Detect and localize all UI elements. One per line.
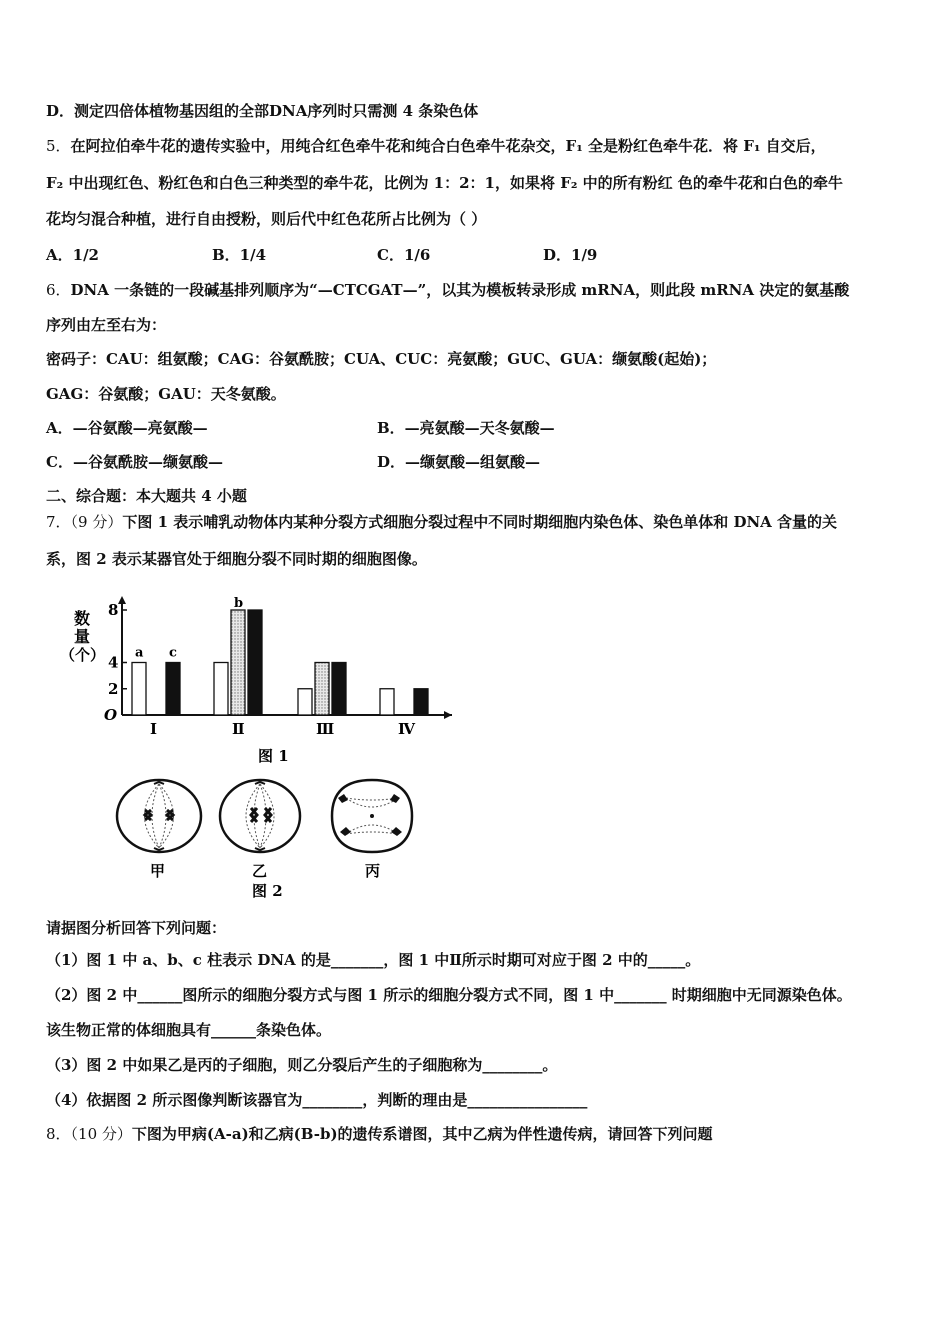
bar-b-3	[315, 663, 329, 716]
y-label-char2: 量	[74, 627, 91, 646]
q6-option-d: D．—缬氨酸—组氨酸—	[377, 453, 541, 471]
y-label-unit: （个）	[60, 646, 106, 664]
y-tick-label-2: 2	[108, 679, 119, 698]
bar-c-2	[248, 610, 262, 715]
category-label-2: Ⅱ	[232, 720, 245, 738]
cell-jia	[117, 780, 201, 852]
q7-sub4: （4）依据图 2 所示图像判断该器官为________，判断的理由是________________	[46, 1091, 588, 1109]
figure2-caption: 图 2	[252, 882, 283, 900]
q7-number: 7．	[46, 513, 71, 531]
bar-label-c: c	[169, 645, 177, 661]
q5-option-b: B．1/4	[212, 246, 267, 264]
cell-yi	[220, 780, 300, 852]
q5-option-c: C．1/6	[377, 246, 431, 264]
bar-label-b: b	[234, 596, 244, 611]
q6-text1: DNA 一条链的一段碱基排列顺序为“—CTCGAT—”，以其为模板转录形成 mRNA，则此段 mRNA 决定的氨基酸	[70, 281, 850, 299]
bar-b-2	[231, 610, 245, 715]
q8-text1: 下图为甲病(A-a)和乙病(B-b)的遗传系谱图，其中乙病为伴性遗传病，请回答下列问题	[131, 1125, 713, 1143]
cell-bing	[332, 780, 412, 852]
category-label-4: Ⅳ	[398, 720, 416, 738]
q7-sub1: （1）图 1 中 a、b、c 柱表示 DNA 的是_______，图 1 中Ⅱ所示时期可对应于图 2 中的_____。	[46, 951, 701, 969]
category-label-1: Ⅰ	[150, 720, 158, 738]
q6-option-a: A．—谷氨酸—亮氨酸—	[46, 419, 208, 437]
q8-points: （10 分）	[70, 1125, 132, 1143]
q7-points: （9 分）	[70, 513, 123, 531]
q6-option-b: B．—亮氨酸—天冬氨酸—	[377, 419, 555, 437]
x-axis-arrow	[444, 711, 452, 719]
q7-prompt: 请据图分析回答下列问题：	[46, 919, 227, 937]
section2-heading: 二、综合题：本大题共 4 小题	[46, 487, 247, 505]
q5-option-d: D．1/9	[543, 246, 598, 264]
q6-line1	[46, 280, 849, 300]
q5-line3: 花均匀混合种植，进行自由授粉，则后代中红色花所占比例为（ ）	[46, 210, 487, 228]
q5-number: 5．	[46, 137, 71, 155]
q8-number: 8．	[46, 1125, 71, 1143]
bar-a-2	[214, 663, 228, 716]
q7-sub3: （3）图 2 中如果乙是丙的子细胞，则乙分裂后产生的子细胞称为________。	[46, 1056, 558, 1074]
bar-label-a: a	[135, 645, 144, 661]
figure1-caption: 图 1	[258, 747, 289, 765]
origin-label: O	[104, 706, 118, 724]
category-label-3: Ⅲ	[316, 720, 335, 738]
figure2-cells	[110, 772, 430, 902]
q5-line1	[46, 136, 826, 156]
q7-line1	[46, 512, 837, 532]
q8-line1	[46, 1124, 713, 1144]
q6-option-c: C．—谷氨酰胺—缬氨酸—	[46, 453, 223, 471]
bar-a-4	[380, 689, 394, 715]
q7-line2: 系，图 2 表示某器官处于细胞分裂不同时期的细胞图像。	[46, 550, 427, 568]
cell-label-yi: 乙	[252, 862, 268, 880]
q5-line2: F₂ 中出现红色、粉红色和白色三种类型的牵牛花，比例为 1：2：1，如果将 F₂ 中的所有粉红 色的牵牛花和白色的牵牛	[46, 174, 843, 192]
bar-a-3	[298, 689, 312, 715]
bar-c-1	[166, 663, 180, 716]
q5-text1: 在阿拉伯牵牛花的遗传实验中，用纯合红色牵牛花和纯合白色牵牛花杂交，F₁ 全是粉红色牵牛花．将 F₁ 自交后，	[70, 137, 826, 155]
figure1-chart	[60, 590, 470, 770]
bar-c-4	[414, 689, 428, 715]
cell-label-bing: 丙	[365, 862, 381, 880]
q6-number: 6．	[46, 281, 71, 299]
q6-line3: 密码子：CAU：组氨酸；CAG：谷氨酰胺；CUA、CUC：亮氨酸；GUC、GUA：缬氨酸(起始)；	[46, 350, 717, 368]
q6-line2: 序列由左至右为：	[46, 316, 167, 334]
bar-c-3	[332, 663, 346, 716]
q7-text1: 下图 1 表示哺乳动物体内某种分裂方式细胞分裂过程中不同时期细胞内染色体、染色单体和 DNA 含量的关	[122, 513, 838, 531]
q7-sub2b: 该生物正常的体细胞具有______条染色体。	[46, 1021, 332, 1039]
y-tick-label-4: 4	[108, 653, 119, 672]
q5-option-a: A．1/2	[46, 246, 99, 264]
q4-option-d: D．测定四倍体植物基因组的全部DNA序列时只需测 4 条染色体	[46, 102, 479, 120]
cell-label-jia: 甲	[150, 862, 166, 880]
y-tick-label-8: 8	[108, 601, 119, 619]
y-axis-arrow	[118, 596, 126, 604]
q7-sub2a: （2）图 2 中______图所示的细胞分裂方式与图 1 所示的细胞分裂方式不同，图 1 中_______ 时期细胞中无同源染色体。	[46, 986, 852, 1004]
y-label-char1: 数	[74, 609, 91, 628]
bar-a-1	[132, 663, 146, 716]
q6-line4: GAG：谷氨酸；GAU：天冬氨酸。	[46, 385, 286, 403]
